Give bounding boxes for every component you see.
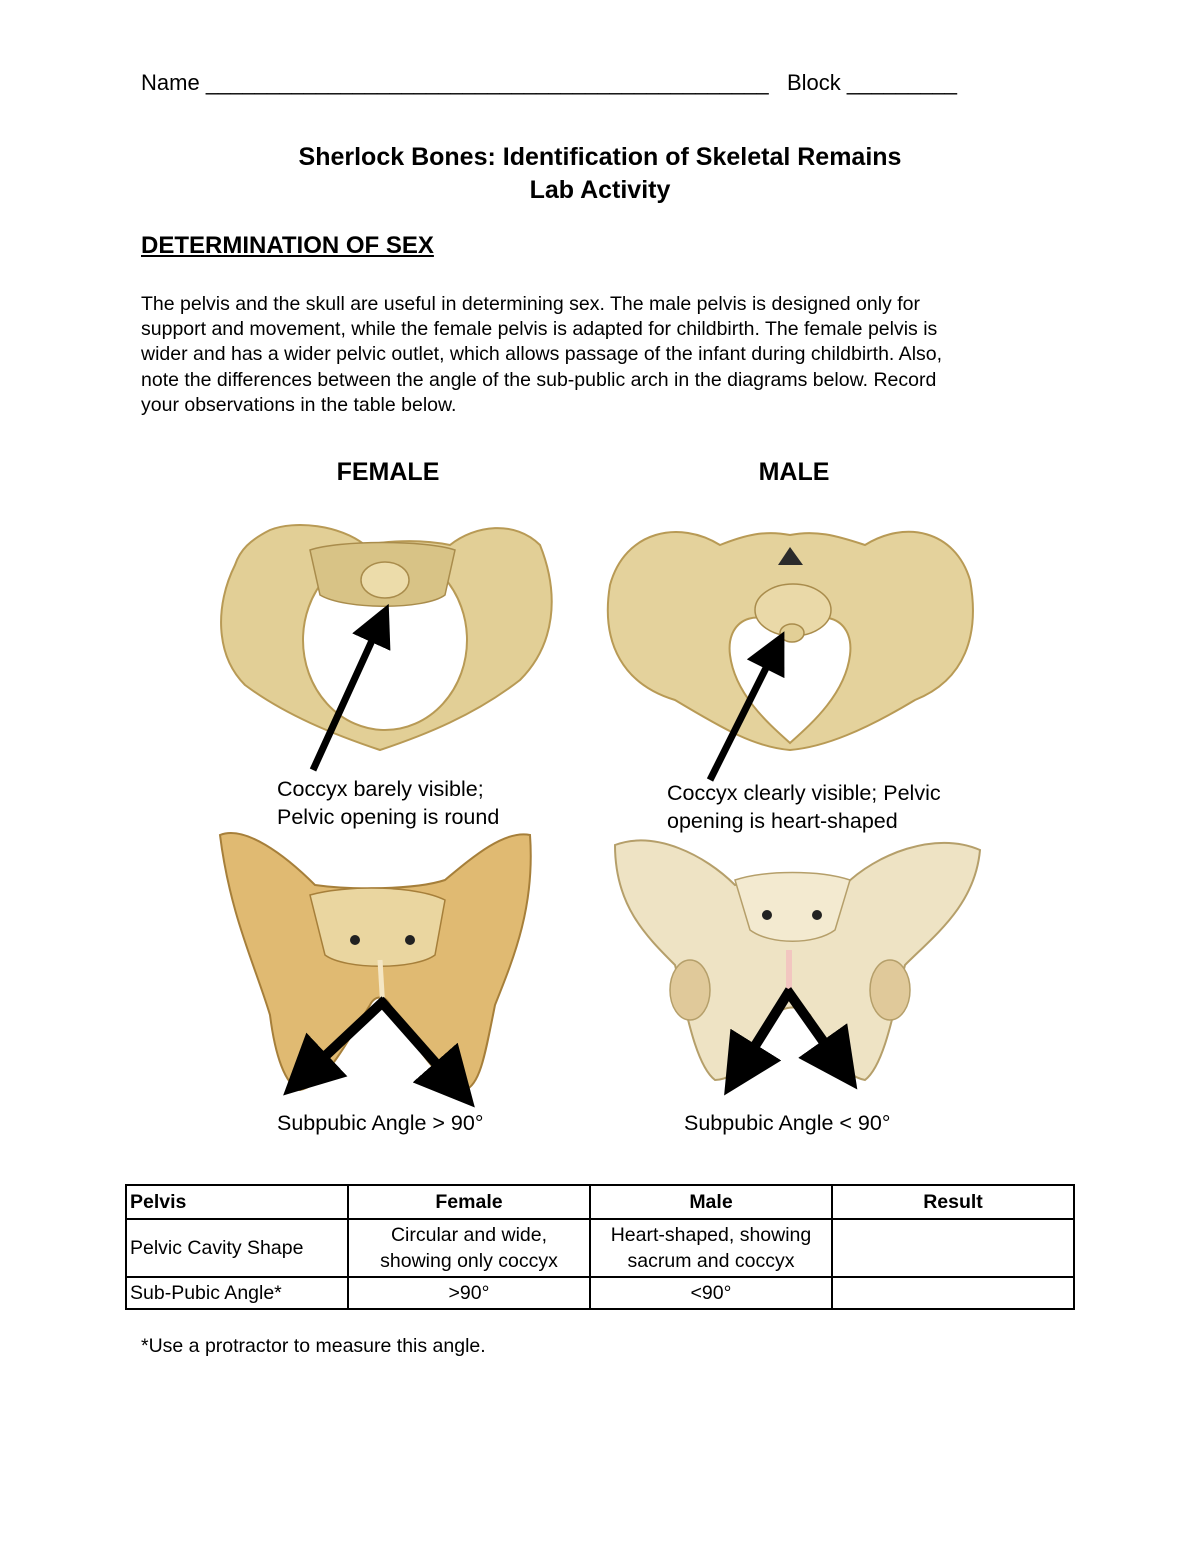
observation-table: [125, 1184, 1075, 1310]
table-header-cell: Pelvis: [126, 1185, 348, 1219]
footnote: *Use a protractor to measure this angle.: [141, 1335, 486, 1357]
table-cell-label: Sub-Pubic Angle*: [126, 1277, 348, 1309]
name-blank[interactable]: ______________________________________________: [205, 70, 769, 95]
cell-line: showing only coccyx: [380, 1250, 558, 1272]
table-cell-result[interactable]: [832, 1277, 1074, 1309]
male-pelvis-front-view: [615, 841, 980, 1080]
female-heading: FEMALE: [336, 458, 440, 486]
page-subtitle: Lab Activity: [529, 176, 671, 204]
intro-line: The pelvis and the skull are useful in determining sex. The male pelvis is designed only for: [141, 293, 920, 315]
male-pelvis-top-view: [608, 532, 973, 750]
table-row: [126, 1219, 1074, 1277]
intro-line: wider and has a wider pelvic outlet, which allows passage of the infant during childbirth. Also,: [141, 343, 943, 366]
caption-line: Coccyx clearly visible; Pelvic: [667, 781, 941, 805]
female-pelvis-top-view: [221, 525, 552, 750]
female-bottom-caption: Subpubic Angle > 90°: [277, 1111, 484, 1135]
cell-line: Heart-shaped, showing: [610, 1224, 812, 1246]
caption-line: opening is heart-shaped: [667, 809, 898, 833]
table-header-cell: Female: [348, 1185, 590, 1219]
cell-line: sacrum and coccyx: [627, 1250, 795, 1272]
table-cell-male: [590, 1219, 832, 1277]
section-heading: DETERMINATION OF SEX: [141, 232, 434, 259]
name-block-line: [141, 70, 957, 96]
table-header-row: [126, 1185, 1074, 1219]
table-cell-female: [348, 1219, 590, 1277]
table-cell-label: Pelvic Cavity Shape: [126, 1219, 348, 1277]
female-top-caption: [277, 775, 499, 831]
male-top-caption: [667, 779, 941, 835]
male-heading: MALE: [758, 458, 830, 486]
block-blank[interactable]: _________: [846, 70, 958, 95]
cell-line: Circular and wide,: [390, 1224, 548, 1246]
caption-line: Coccyx barely visible;: [277, 777, 484, 801]
table-header-cell: Result: [832, 1185, 1074, 1219]
page-title: Sherlock Bones: Identification of Skeletal Remains: [298, 143, 902, 171]
female-pelvis-front-view: [220, 833, 531, 1090]
intro-line: support and movement, while the female pelvis is adapted for childbirth. The female pelvis is: [141, 318, 938, 341]
caption-line: Pelvic opening is round: [277, 805, 500, 829]
table-cell-female: >90°: [348, 1277, 590, 1309]
table-row: [126, 1277, 1074, 1309]
intro-paragraph: [141, 292, 1041, 418]
table-header-cell: Male: [590, 1185, 832, 1219]
table-cell-result[interactable]: [832, 1219, 1074, 1277]
block-label: Block: [786, 70, 841, 95]
table-cell-male: <90°: [590, 1277, 832, 1309]
name-label: Name: [141, 70, 200, 95]
intro-line: note the differences between the angle of the sub-public arch in the diagrams below. Record: [141, 368, 937, 391]
male-bottom-caption: Subpubic Angle < 90°: [684, 1111, 891, 1135]
intro-line: your observations in the table below.: [141, 393, 457, 416]
